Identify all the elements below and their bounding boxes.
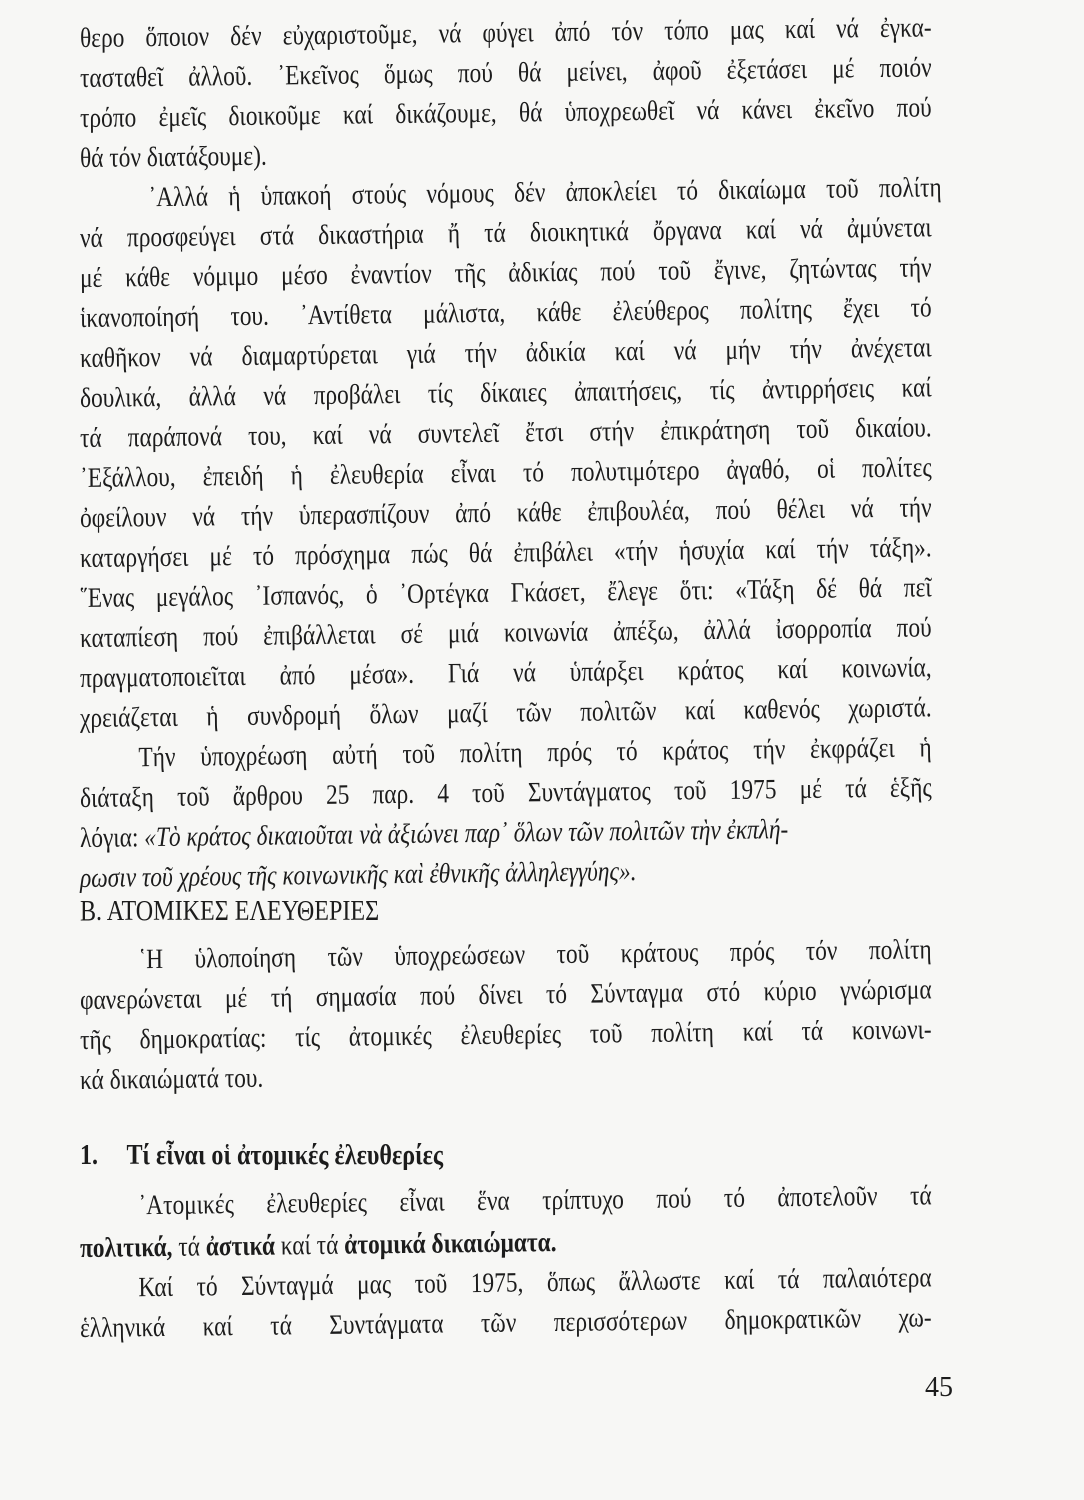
text-line: καθῆκον νά διαμαρτύρεται γιά τήν ἀδικία καί νά μήν τήν ἀνέχεται	[79, 332, 932, 374]
bold-term: ἀστικά	[205, 1230, 276, 1263]
text-line: καταργήσει μέ τό πρόσχημα πώς θά ἐπιβάλει «τήν ἡσυχία καί τήν τάξη».	[79, 532, 932, 574]
section-heading: Β. ΑΤΟΜΙΚΕΣ ΕΛΕΥΘΕΡΙΕΣ	[80, 896, 380, 927]
text: καί τά	[280, 1229, 339, 1262]
text-line: πραγματοποιεῖται ἀπό μέσα». Γιά νά ὑπάρξει κράτος καί κοινωνία,	[79, 652, 932, 694]
text-line: φανερώνεται μέ τή σημασία πού δίνει τό Σύνταγμα στό κύριο γνώρισμα	[79, 974, 932, 1016]
subsection-number: 1.	[80, 1140, 99, 1171]
text-line	[80, 1221, 932, 1266]
text-line: ἱκανοποίησή του. ᾿Αντίθετα μάλιστα, κάθε ἐλεύθερος πολίτης ἔχει τό	[79, 292, 932, 334]
text-line: θά τόν διατάξουμε).	[79, 140, 267, 174]
text-line: χρειάζεται ἡ συνδρομή ὅλων μαζί τῶν πολιτῶν καί καθενός χωριστά.	[79, 692, 932, 734]
text-line: καταπίεση πού ἐπιβάλλεται σέ μιά κοινωνία ἀπέξω, ἀλλά ἰσορροπία πού	[79, 612, 932, 654]
quote-intro: λόγια:	[79, 822, 139, 854]
text: τά	[178, 1231, 201, 1263]
text-line: Καί τό Σύνταγμά μας τοῦ 1975, ὅπως ἄλλωστε καί τά παλαιότερα	[138, 1262, 932, 1304]
text-line: δουλικά, ἀλλά νά προβάλει τίς δίκαιες ἀπαιτήσεις, τίς ἀντιρρήσεις καί	[79, 372, 932, 414]
subsection-title: Τί εἶναι οἱ ἀτομικές ἐλευθερίες	[126, 1140, 444, 1171]
text-line: Τήν ὑποχρέωση αὐτή τοῦ πολίτη πρός τό κράτος τήν ἐκφράζει ἡ	[138, 732, 932, 774]
text-line: τῆς δημοκρατίας: τίς ἀτομικές ἐλευθερίες τοῦ πολίτη καί τά κοινωνι-	[79, 1014, 932, 1056]
text-line: τασταθεῖ ἀλλοῦ. ᾿Εκεῖνος ὅμως πού θά μείνει, ἀφοῦ ἐξετάσει μέ ποιόν	[79, 52, 932, 94]
text-line: ὀφείλουν νά τήν ὑπερασπίζουν ἀπό κάθε ἐπιβουλέα, πού θέλει νά τήν	[79, 492, 932, 534]
text-line: νά προσφεύγει στά δικαστήρια ἤ τά διοικητικά ὄργανα καί νά ἀμύνεται	[79, 212, 932, 254]
text-line: θερο ὅποιον δέν εὐχαριστοῦμε, νά φύγει ἀπό τόν τόπο μας καί νά ἐγκα-	[79, 12, 932, 54]
bold-term: ἀτομικά δικαιώματα.	[344, 1227, 557, 1261]
page-number: 45	[925, 1372, 953, 1403]
text-line: ᾿Ατομικές ἐλευθερίες εἶναι ἕνα τρίπτυχο πού τό ἀποτελοῦν τά	[138, 1180, 932, 1222]
bold-term: πολιτικά,	[79, 1231, 173, 1264]
subsection-heading	[80, 1140, 443, 1172]
text-line	[80, 813, 789, 856]
text-line: ἑλληνικά καί τά Συντάγματα τῶν περισσότερων δημοκρατικῶν χω-	[79, 1302, 932, 1344]
text-line: τά παράπονά του, καί νά συντελεῖ ἔτσι στήν ἐπικράτηση τοῦ δικαίου.	[79, 412, 932, 454]
text-line: ῞Ενας μεγάλος ᾿Ισπανός, ὁ ᾿Ορτέγκα Γκάσετ, ἔλεγε ὅτι: «Τάξη δέ θά πεῖ	[79, 572, 932, 614]
constitution-quote: ρωσιν τοῦ χρέους τῆς κοινωνικῆς καὶ ἐθνικῆς ἀλληλεγγύης».	[79, 856, 637, 894]
text-line: κά δικαιώματά του.	[79, 1062, 264, 1096]
text-line: μέ κάθε νόμιμο μέσο ἐναντίον τῆς ἀδικίας πού τοῦ ἔγινε, ζητώντας τήν	[79, 252, 932, 294]
text-line: ᾿Εξάλλου, ἐπειδή ἡ ἐλευθερία εἶναι τό πολυτιμότερο ἀγαθό, οἱ πολίτες	[79, 452, 932, 494]
text-line: διάταξη τοῦ ἄρθρου 25 παρ. 4 τοῦ Συντάγματος τοῦ 1975 μέ τά ἑξῆς	[79, 772, 932, 814]
text-line: ῾Η ὑλοποίηση τῶν ὑποχρεώσεων τοῦ κράτους πρός τόν πολίτη	[138, 934, 932, 976]
constitution-quote: «Τὸ κράτος δικαιοῦται νὰ ἀξιώνει παρ᾿ ὅλων τῶν πολιτῶν τὴν ἐκπλή-	[144, 814, 789, 854]
text-line: τρόπο ἐμεῖς διοικοῦμε καί δικάζουμε, θά ὑποχρεωθεῖ νά κάνει ἐκεῖνο πού	[79, 92, 932, 134]
text-line: ᾿Αλλά ἡ ὑπακοή στούς νόμους δέν ἀποκλείει τό δικαίωμα τοῦ πολίτη	[148, 172, 942, 214]
